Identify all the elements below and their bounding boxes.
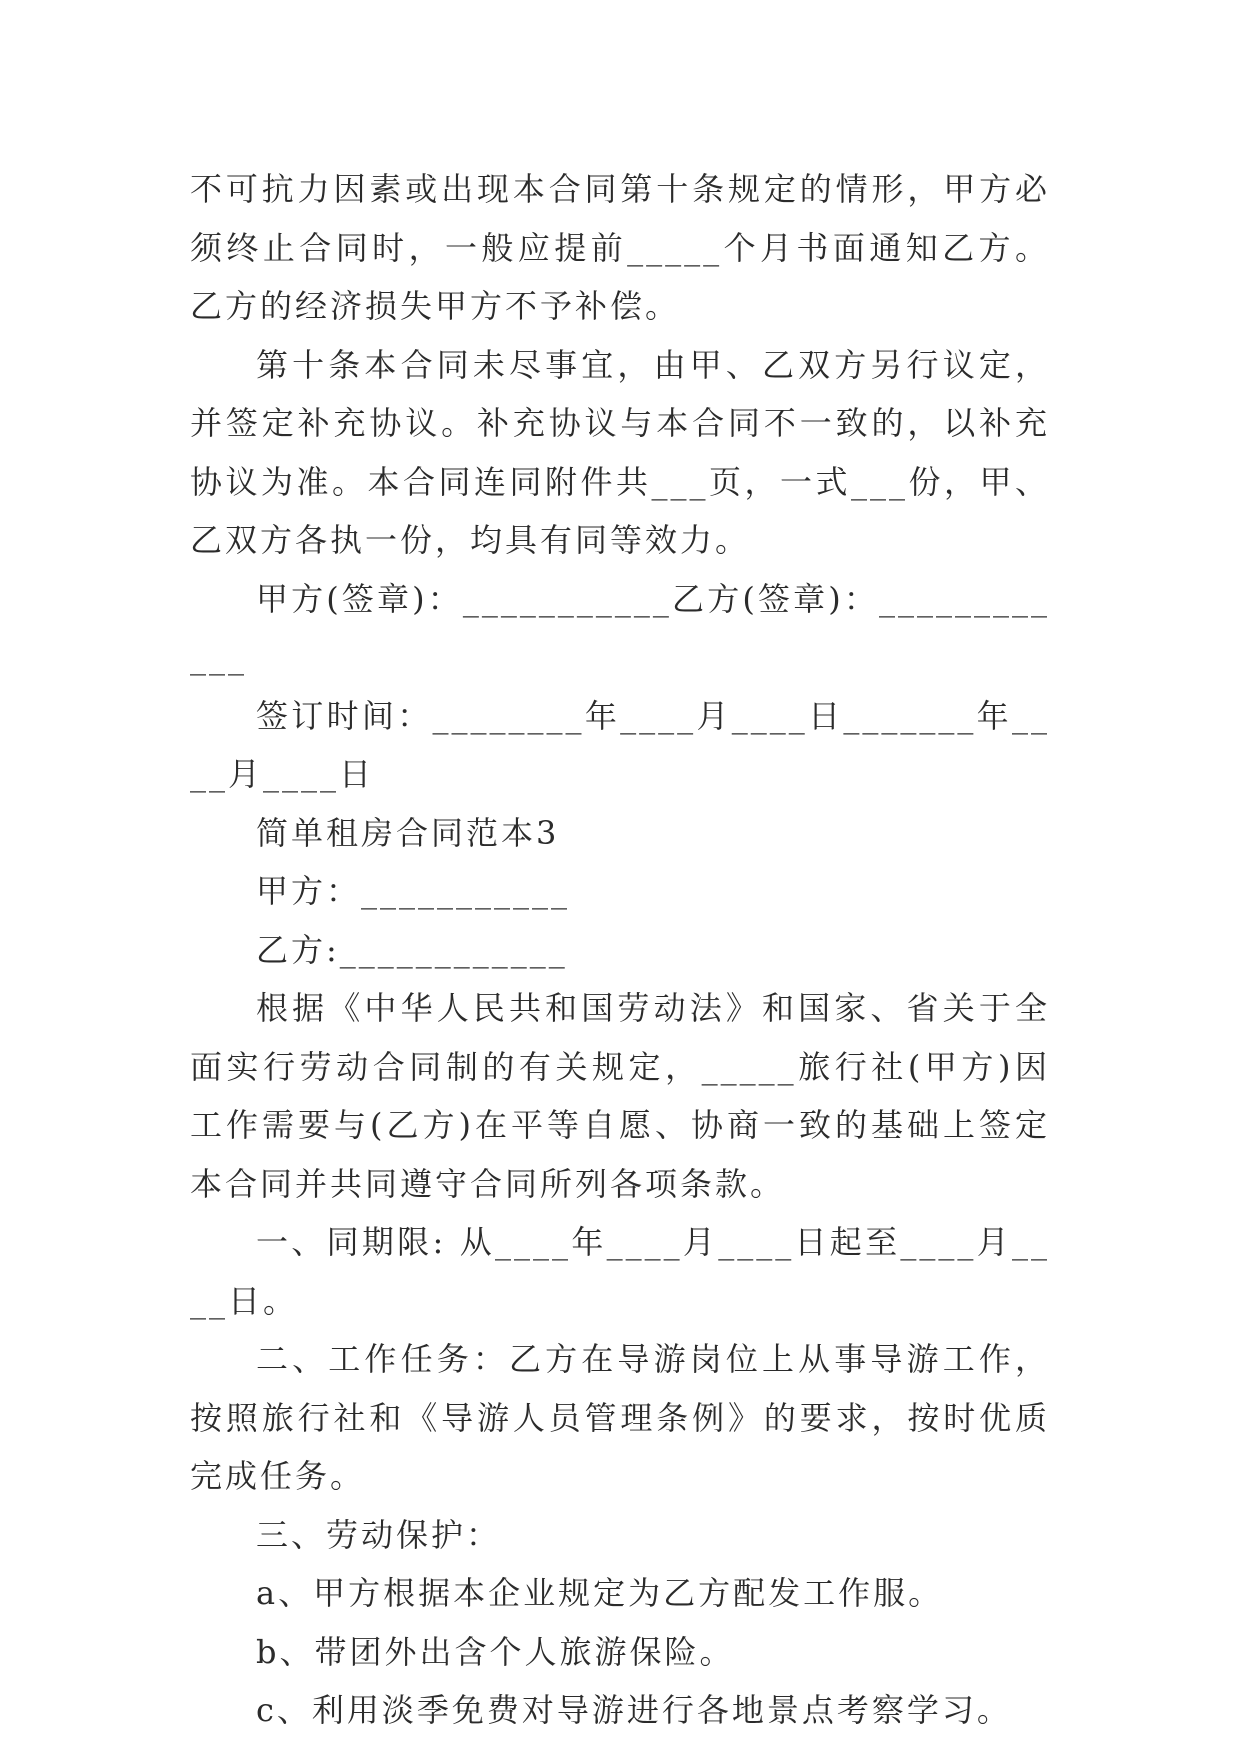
section-title: 简单租房合同范本3 — [256, 813, 560, 852]
list-item-a: a、甲方根据本企业规定为乙方配发工作服。 — [256, 1574, 944, 1612]
list-item-b: b、带团外出含个人旅游保险。 — [256, 1632, 735, 1671]
party-a-field: 甲方：___________ — [256, 872, 571, 910]
paragraph-work-task: 二、工作任务：乙方在导游岗位上从事导游工作，按照旅行社和《导游人员管理条例》的要求，按时优质完成任务。 — [190, 1340, 1050, 1495]
paragraph-signing-date: 签订时间：________年____月____日_______年____月____日 — [190, 696, 1050, 793]
paragraph-contract-term: 一、同期限: 从____年____月____日起至____月____日。 — [190, 1223, 1050, 1320]
paragraph-preamble: 根据《中华人民共和国劳动法》和国家、省关于全面实行劳动合同制的有关规定，_____旅行社(甲方)因工作需要与(乙方)在平等自愿、协商一致的基础上签定本合同并共同遵守合同所列各项条款。 — [190, 989, 1050, 1203]
paragraph-signature-line: 甲方(签章)：___________乙方(签章)：____________ — [190, 579, 1050, 676]
paragraph-labor-protection: 三、劳动保护： — [256, 1515, 502, 1554]
list-item-c: c、利用淡季免费对导游进行各地景点考察学习。 — [256, 1691, 1012, 1729]
party-b-field: 乙方:____________ — [256, 930, 568, 969]
document-body — [190, 160, 1050, 1740]
paragraph-article-ten: 第十条本合同未尽事宜，由甲、乙双方另行议定，并签定补充协议。补充协议与本合同不一致的，以补充协议为准。本合同连同附件共___页，一式___份，甲、乙双方各执一份，均具有同等效力。 — [190, 345, 1050, 559]
paragraph-force-majeure-clause: 不可抗力因素或出现本合同第十条规定的情形，甲方必须终止合同时，一般应提前_____个月书面通知乙方。乙方的经济损失甲方不予补偿。 — [190, 170, 1050, 325]
